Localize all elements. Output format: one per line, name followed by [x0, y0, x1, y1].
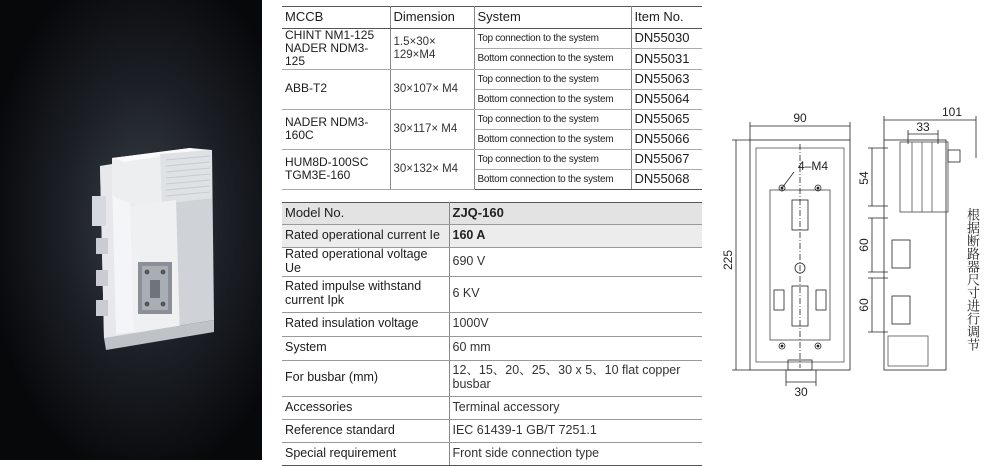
item-no-cell: DN55068 [631, 169, 702, 189]
mccb-model: HUM8D-100SC [285, 154, 369, 169]
mccb-model: CHINT NM1-125 [285, 28, 375, 42]
spec-key: Model No. [282, 203, 449, 225]
dim-height: 225 [721, 249, 735, 271]
busbar-adapter-image [0, 0, 262, 460]
spec-row-impulse [282, 276, 702, 312]
mccb-model: NADER NDM3-125 [285, 41, 369, 69]
dim-side-top: 101 [941, 105, 963, 119]
spec-row-insulation [282, 312, 702, 336]
item-no-cell: DN55064 [631, 89, 702, 109]
dimension-cell: 30×132× M4 [390, 149, 474, 189]
dim-side-inner: 33 [916, 120, 930, 134]
spec-key: Rated insulation voltage [282, 312, 449, 336]
system-cell: Top connection to the system [474, 109, 631, 129]
spec-row-special [282, 442, 702, 465]
spec-row-busbar [282, 360, 702, 396]
spec-key: Reference standard [282, 419, 449, 442]
mccb-model-cell [282, 29, 390, 70]
system-cell: Bottom connection to the system [474, 89, 631, 109]
system-cell: Top connection to the system [474, 29, 631, 49]
item-no-cell: DN55067 [631, 149, 702, 169]
spec-value: Terminal accessory [449, 396, 702, 419]
item-no-cell: DN55031 [631, 49, 702, 69]
dim-side-c: 60 [857, 298, 871, 312]
mccb-model-cell [282, 69, 390, 109]
table-row [282, 149, 702, 169]
spec-key: Rated impulse withstand current Ipk [282, 276, 449, 312]
dim-side-b: 60 [857, 238, 871, 252]
product-photo [0, 0, 262, 460]
spec-key: System [282, 336, 449, 360]
mccb-model: ABB-T2 [285, 81, 328, 96]
spec-value: ZJQ-160 [449, 203, 702, 225]
system-cell: Bottom connection to the system [474, 169, 631, 189]
item-no-cell: DN55030 [631, 29, 702, 49]
system-cell: Bottom connection to the system [474, 129, 631, 149]
spec-key: For busbar (mm) [282, 360, 449, 396]
header-system: System [474, 7, 631, 29]
mccb-model-cell [282, 149, 390, 189]
spec-row-model [282, 203, 702, 225]
table-row [282, 69, 702, 89]
dimension-cell: 30×107× M4 [390, 69, 474, 109]
adjustment-note: 根据断路器尺寸进行调节 [964, 208, 979, 351]
spec-row-voltage [282, 248, 702, 277]
header-item-no: Item No. [631, 7, 702, 29]
spec-row-current [282, 225, 702, 248]
spec-row-system [282, 336, 702, 360]
spec-key: Rated operational current Ie [282, 225, 449, 248]
dim-bottom: 30 [794, 385, 808, 399]
spec-value: Front side connection type [449, 442, 702, 465]
mccb-model: TGM3E-160 [285, 168, 351, 183]
dimension-cell: 1.5×30× 129×M4 [390, 29, 474, 70]
spec-value: 1000V [449, 312, 702, 336]
header-mccb: MCCB [282, 7, 390, 29]
spec-key: Accessories [282, 396, 449, 419]
spec-row-standard [282, 419, 702, 442]
mccb-model: NADER NDM3- 160C [285, 114, 369, 143]
spec-key: Rated operational voltage Ue [282, 248, 449, 277]
system-cell: Top connection to the system [474, 149, 631, 169]
dim-width-top: 90 [793, 111, 807, 125]
spec-value: 12、15、20、25、30 x 5、10 flat copper busbar [449, 360, 702, 396]
spec-value: 160 A [449, 225, 702, 248]
spec-value: 690 V [449, 248, 702, 277]
dimension-cell: 30×117× M4 [390, 109, 474, 149]
item-no-cell: DN55066 [631, 129, 702, 149]
table-row [282, 29, 702, 49]
system-cell: Top connection to the system [474, 69, 631, 89]
mccb-table [282, 6, 702, 190]
dim-side-a: 54 [857, 171, 871, 185]
spec-row-accessories [282, 396, 702, 419]
item-no-cell: DN55065 [631, 109, 702, 129]
mccb-header-row [282, 7, 702, 29]
spec-value: 60 mm [449, 336, 702, 360]
technical-drawing [712, 100, 992, 400]
spec-value: IEC 61439-1 GB/T 7251.1 [449, 419, 702, 442]
spec-value: 6 KV [449, 276, 702, 312]
spec-table [282, 202, 702, 466]
mccb-model-cell [282, 109, 390, 149]
item-no-cell: DN55063 [631, 69, 702, 89]
dim-screw: 4–M4 [798, 159, 829, 173]
spec-key: Special requirement [282, 442, 449, 465]
table-row [282, 109, 702, 129]
side-view-outline [884, 140, 946, 370]
system-cell: Bottom connection to the system [474, 49, 631, 69]
header-dimension: Dimension [390, 7, 474, 29]
